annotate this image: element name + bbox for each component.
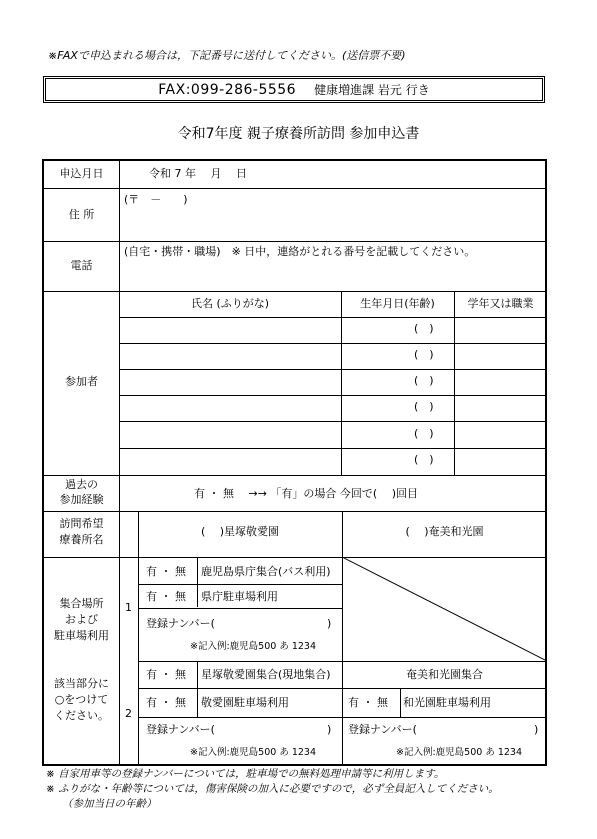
- past-label-2: 参加経験: [59, 493, 104, 506]
- past-experience-field[interactable]: 有 ・ 無 →→ 「有」の場合 今回で( )回目: [194, 487, 418, 500]
- kencho-gathering-label: 鹿児島県庁集合(バス利用): [201, 565, 331, 578]
- age-cell[interactable]: ( ): [414, 427, 434, 440]
- name-header: 氏名 (ふりがな): [190, 297, 270, 310]
- age-cell[interactable]: ( ): [414, 374, 434, 387]
- keiaien-parking-label: 敬愛園駐車場利用: [201, 696, 289, 709]
- fax-recipient: 健康増進課 岩元 行き: [314, 83, 430, 97]
- plate-number-field[interactable]: 登録ナンバー(: [348, 723, 417, 736]
- grade-header: 学年又は職業: [467, 297, 534, 310]
- not-applicable-diagonal: [342, 557, 547, 661]
- age-cell[interactable]: ( ): [414, 453, 434, 466]
- plate-example: ※記入例:鹿児島500 あ 1234: [190, 747, 317, 758]
- address-label: 住 所: [68, 208, 95, 221]
- visit-label-2: 療養所名: [59, 533, 104, 546]
- group-1-number: 1: [125, 601, 132, 614]
- group-2-number: 2: [125, 707, 132, 720]
- footnote-3: （参加当日の年齢）: [62, 798, 157, 810]
- kencho-parking-label: 県庁駐車場利用: [201, 590, 278, 603]
- plate-close-paren: ): [534, 723, 539, 736]
- footnote-1: ※ 自家用車等の登録ナンバーについては，駐車場での無料処理申請等に利用します。: [46, 768, 445, 780]
- hoshizuka-gathering-label: 星塚敬愛園集合(現地集合): [201, 668, 331, 681]
- yes-no-choice[interactable]: 有 ・ 無: [146, 565, 186, 578]
- date-field[interactable]: 令和 7 年 月 日: [149, 167, 247, 180]
- yes-no-choice[interactable]: 有 ・ 無: [348, 696, 388, 709]
- phone-label: 電話: [70, 259, 93, 272]
- age-cell[interactable]: ( ): [414, 400, 434, 413]
- participants-label: 参加者: [65, 375, 98, 388]
- age-cell[interactable]: ( ): [414, 322, 434, 335]
- yes-no-choice[interactable]: 有 ・ 無: [146, 590, 186, 603]
- form-title: 令和7年度 親子療養所訪問 参加申込書: [177, 126, 420, 142]
- birthdate-header: 生年月日(年齢): [360, 297, 435, 310]
- date-label: 申込月日: [59, 167, 104, 180]
- visit-option-hoshizuka[interactable]: ( )星塚敬愛園: [200, 525, 280, 538]
- meeting-label-5: ○をつけて: [54, 693, 109, 706]
- amami-gathering-label: 奄美和光園集合: [406, 668, 483, 681]
- footnote-2: ※ ふりがな・年齢等については，傷害保険の加入に必要ですので，必ず全員記入してください。: [46, 783, 499, 795]
- plate-example: ※記入例:鹿児島500 あ 1234: [396, 747, 523, 758]
- yes-no-choice[interactable]: 有 ・ 無: [146, 696, 186, 709]
- fax-notice: ※FAXで申込まれる場合は，下記番号に送付してください。(送信票不要): [48, 49, 406, 62]
- meeting-label-6: ください。: [54, 709, 109, 722]
- phone-field[interactable]: (自宅・携帯・職場) ※ 日中，連絡がとれる番号を記載してください。: [124, 245, 476, 258]
- plate-example: ※記入例:鹿児島500 あ 1234: [190, 641, 317, 652]
- age-cell[interactable]: ( ): [414, 348, 434, 361]
- visit-option-amami[interactable]: ( )奄美和光園: [405, 525, 484, 538]
- visit-label-1: 訪問希望: [59, 517, 104, 530]
- plate-close-paren: ): [327, 723, 332, 736]
- plate-number-field[interactable]: 登録ナンバー(: [146, 723, 215, 736]
- meeting-label-2: および: [65, 613, 98, 626]
- past-label-1: 過去の: [65, 478, 98, 491]
- fax-box: [43, 76, 545, 103]
- address-field[interactable]: (〒 － ): [124, 193, 188, 206]
- meeting-label-3: 駐車場利用: [54, 629, 109, 642]
- plate-number-field[interactable]: 登録ナンバー(: [146, 617, 215, 630]
- meeting-label-4: 該当部分に: [54, 677, 109, 690]
- wakoen-parking-label: 和光園駐車場利用: [403, 696, 491, 709]
- plate-close-paren: ): [327, 617, 332, 630]
- application-form: [42, 159, 547, 766]
- meeting-label-1: 集合場所: [59, 597, 104, 610]
- yes-no-choice[interactable]: 有 ・ 無: [146, 668, 186, 681]
- fax-number: FAX:099-286-5556: [158, 81, 297, 98]
